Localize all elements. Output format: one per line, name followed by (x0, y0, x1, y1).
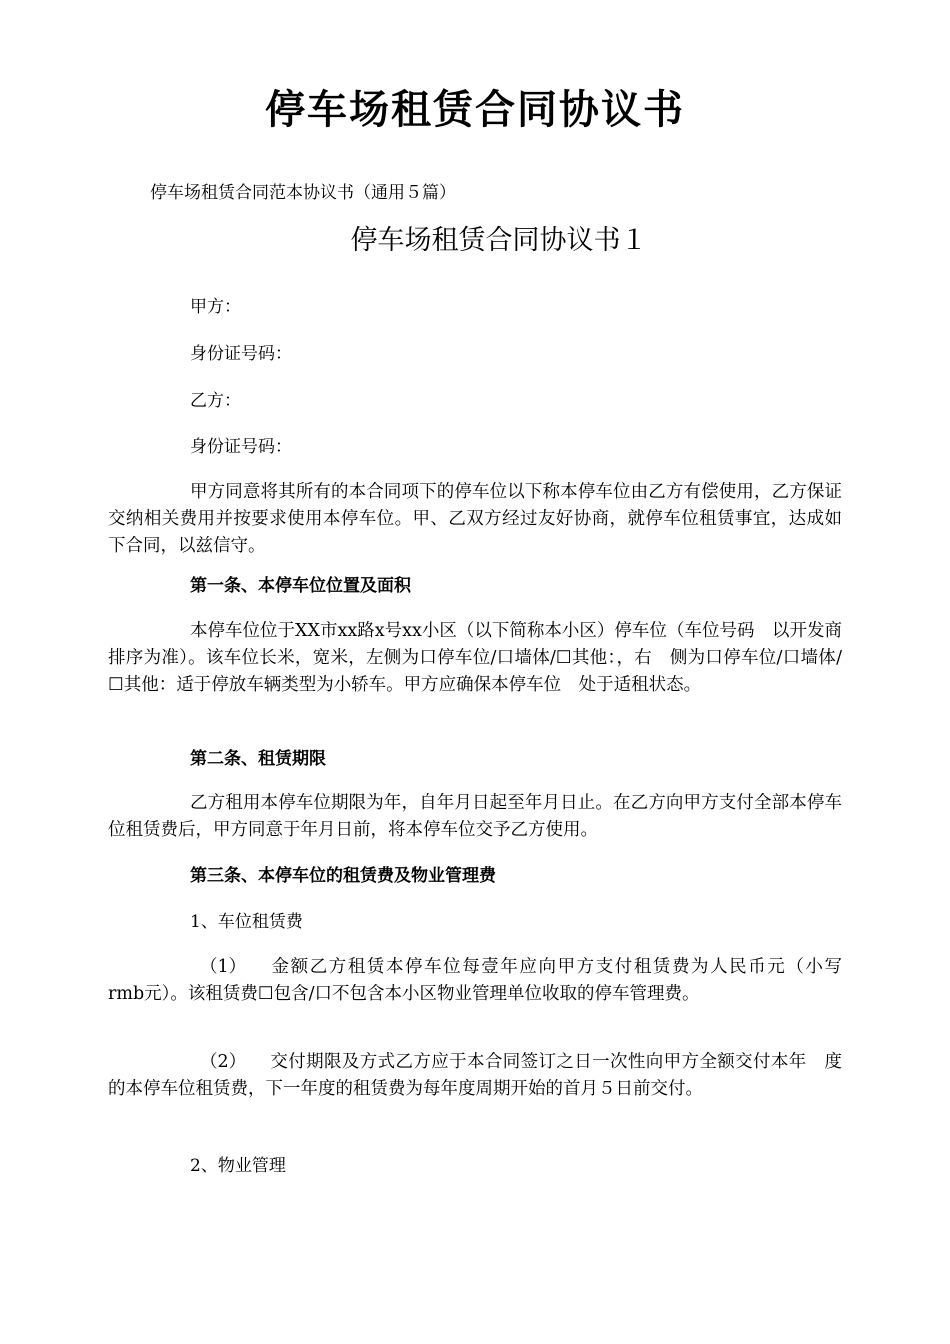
item-text: 金额乙方租赁本停车位每壹年应向甲方支付租赁费为人民币元（小写 rmb元）。该租赁费☐包含/口不包含本小区物业管理单位收取的停车管理费。 (108, 957, 860, 1004)
party-b-label: 乙方： (190, 391, 241, 411)
party-b-id-label: 身份证号码： (190, 437, 292, 457)
payment-term-item (108, 1049, 842, 1103)
property-management-subheading: 2、物业管理 (190, 1156, 286, 1176)
party-a-label: 甲方： (190, 297, 241, 317)
article-1-heading: 第一条、本停车位位置及面积 (190, 576, 411, 596)
page-title: 停车场租赁合同协议书 (265, 87, 685, 133)
intro-paragraph: 甲方同意将其所有的本合同项下的停车位以下称本停车位由乙方有偿使用，乙方保证交纳相关费用并按要求使用本停车位。甲、乙双方经过友好协商，就停车位租赁事宜，达成如下合同，以兹信守。 (108, 482, 842, 556)
item-number: （2） (200, 1052, 247, 1072)
article-3-heading: 第三条、本停车位的租赁费及物业管理费 (190, 866, 496, 886)
article-2-text: 乙方租用本停车位期限为年，自年月日起至年月日止。在乙方向甲方支付全部本停车位租赁费后，甲方同意于年月日前，将本停车位交予乙方使用。 (108, 793, 842, 840)
item-text: 交付期限及方式乙方应于本合同签订之日一次性向甲方全额交付本年 度的本停车位租赁费，下一年度的租赁费为每年度周期开始的首月５日前交付。 (108, 1052, 842, 1099)
item-number: （1） (200, 957, 247, 977)
rent-fee-subheading: 1、车位租赁费 (190, 912, 303, 932)
document-subtitle: 停车场租赁合同范本协议书（通用５篇） (150, 183, 456, 203)
article-1-text: 本停车位位于XX市xx路x号xx小区（以下简称本小区）停车位（车位号码 以开发商排序为准）。该车位长米，宽米，左侧为口停车位/口墙体/☐其他：，右 侧为口停车位/口墙体/☐其他：适于停放车辆类型为小轿车。甲方应确保本停车位 处于适租状态。 (108, 621, 842, 695)
contract-title: 停车场租赁合同协议书１ (350, 225, 648, 256)
party-a-id-label: 身份证号码： (190, 344, 292, 364)
article-2-heading: 第二条、租赁期限 (190, 749, 326, 769)
rent-amount-item (108, 954, 860, 1008)
